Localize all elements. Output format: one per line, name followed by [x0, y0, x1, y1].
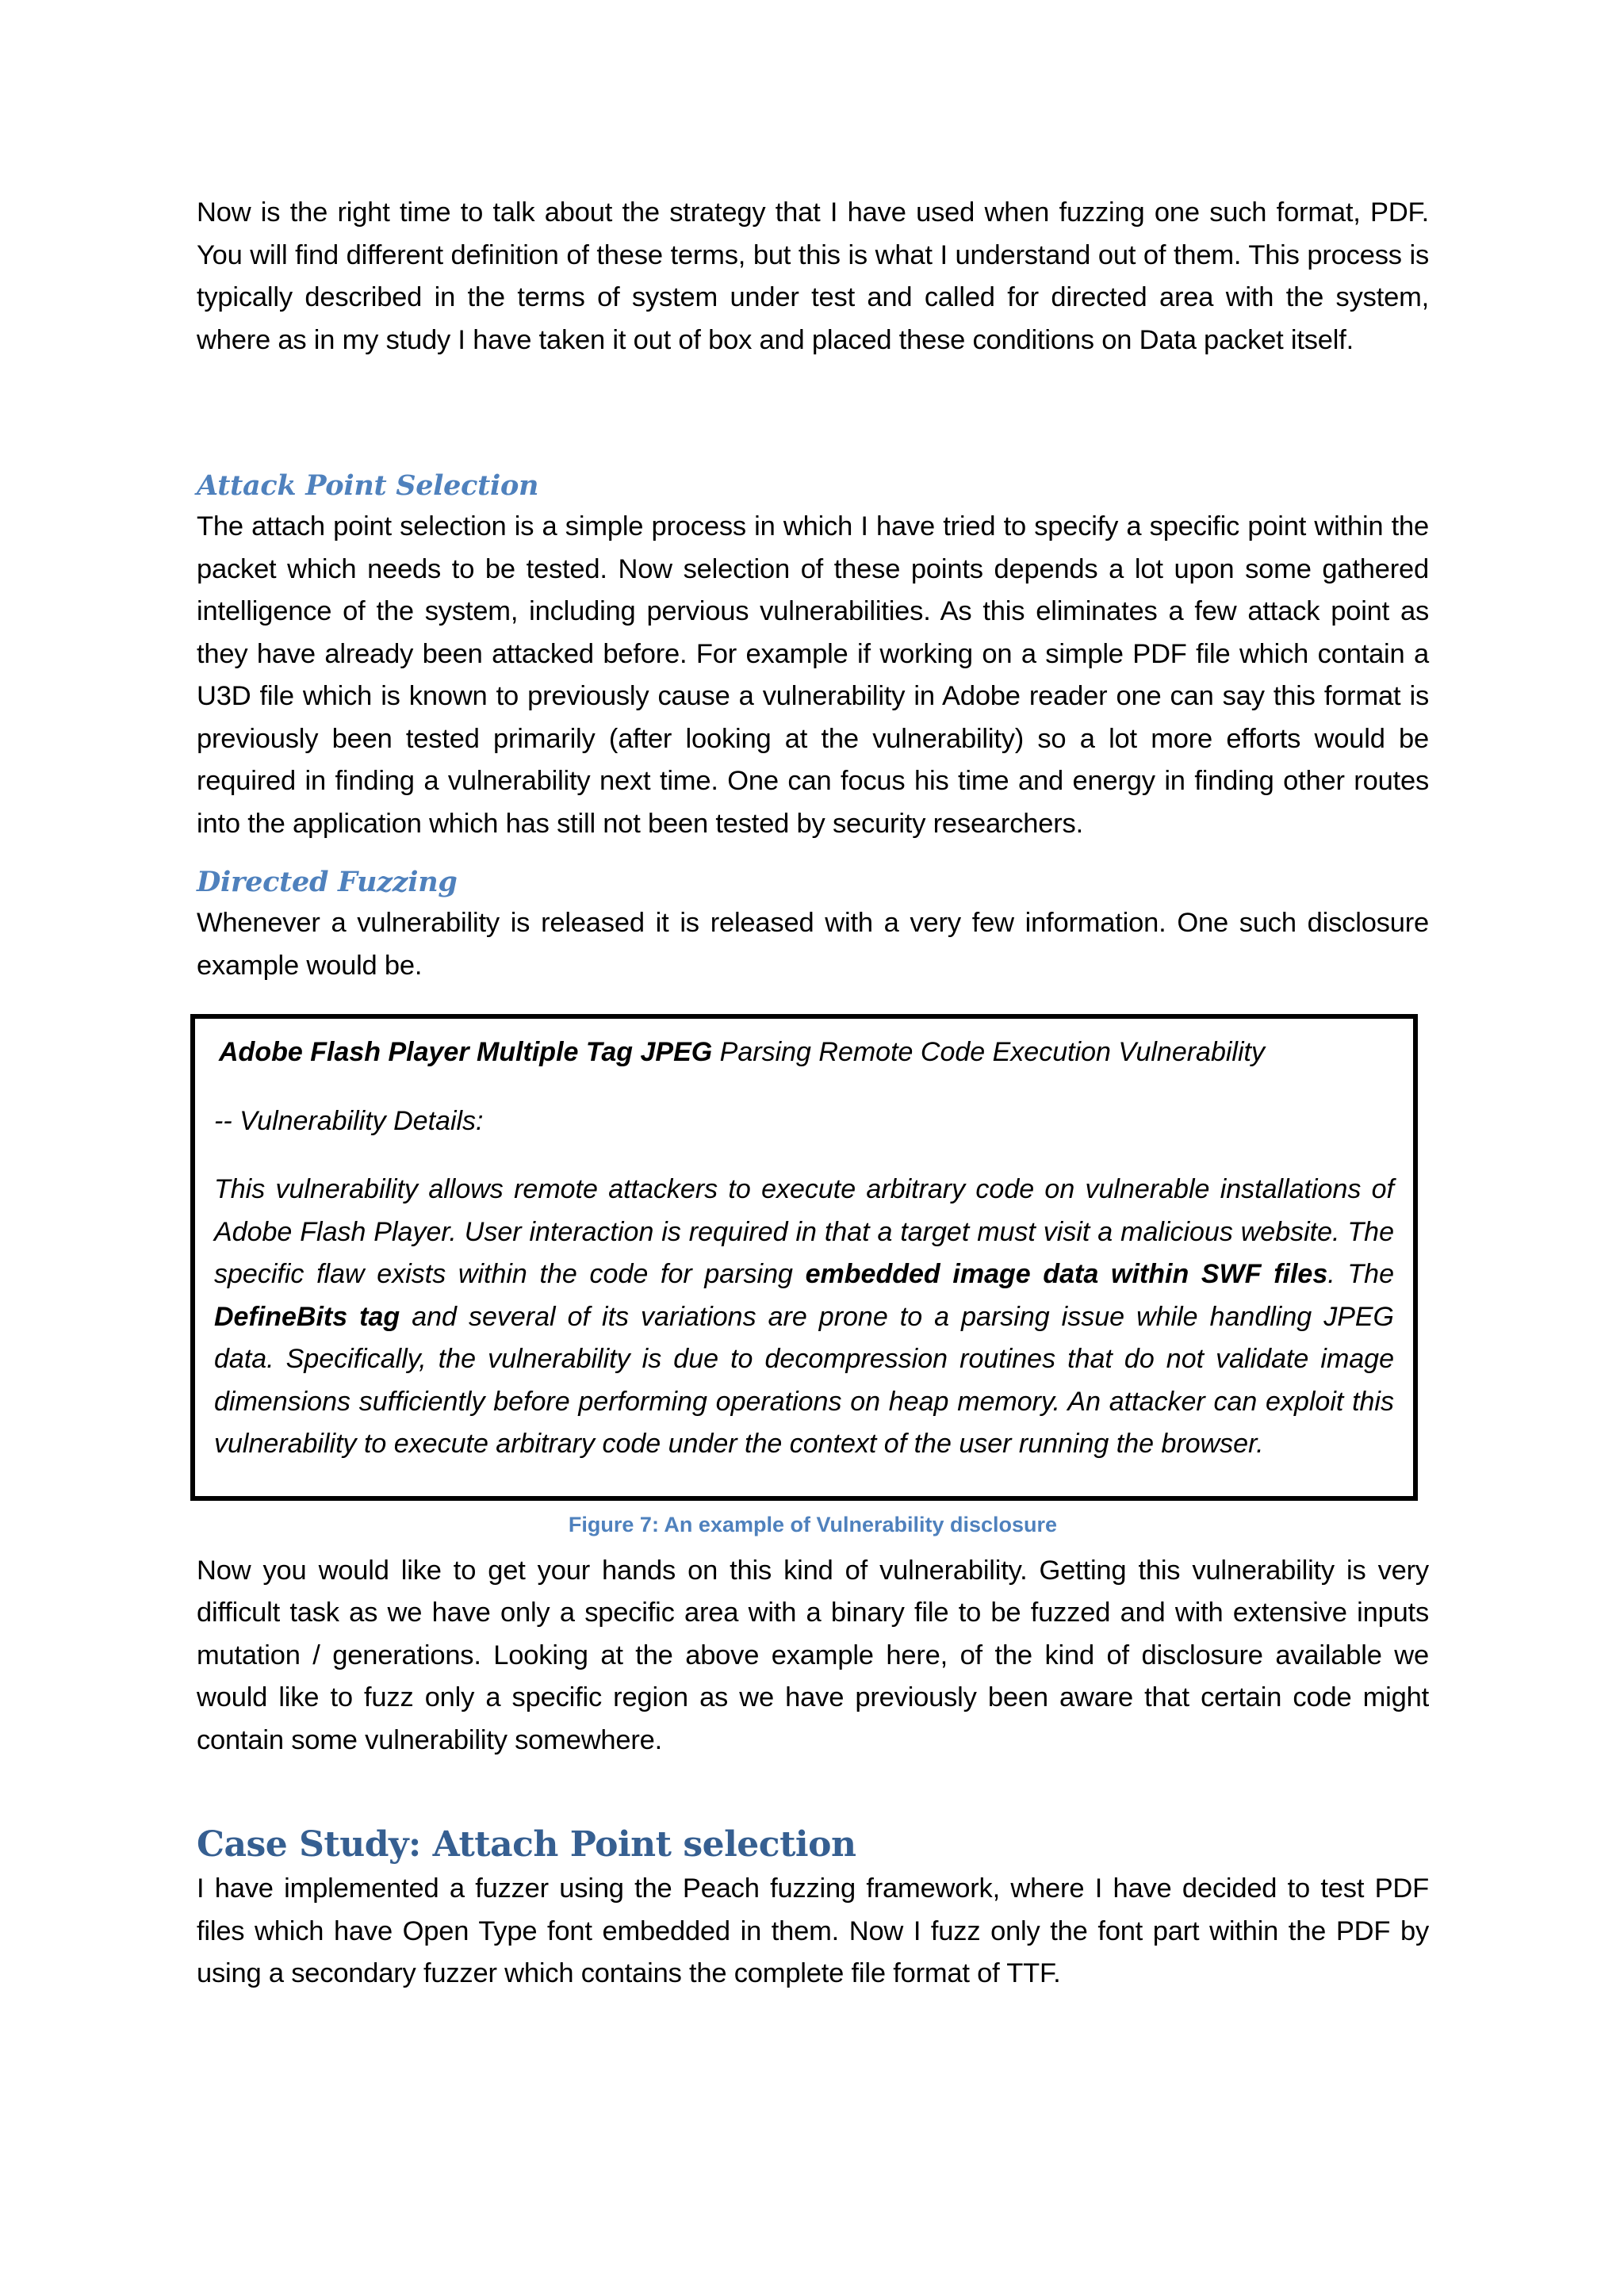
advisory-details-label: -- Vulnerability Details:: [214, 1105, 484, 1136]
spacer: [197, 845, 1429, 864]
advisory-body-bold: embedded image data within SWF files: [805, 1259, 1328, 1289]
advisory-title: [219, 1031, 1394, 1074]
figure-caption: Figure 7: An example of Vulnerability disclosure: [568, 1512, 1058, 1536]
advisory-title-rest: Parsing Remote Code Execution Vulnerability: [712, 1037, 1265, 1067]
spacer: [197, 1762, 1429, 1822]
advisory-title-bold: Adobe Flash Player Multiple Tag JPEG: [219, 1037, 713, 1067]
after-figure-paragraph: Now you would like to get your hands on this kind of vulnerability. Getting this vulnerability is very difficult task as we have only a specific area with a binary file to be fuzzed and with extensive inputs mutation / generations. Looking at the above example here, of the kind of disclosure available we would like to fuzz only a specific region as we have previously been aware that certain code might contain some vulnerability somewhere.: [197, 1555, 1429, 1755]
page-content: [197, 192, 1429, 1996]
advisory-body: [214, 1169, 1394, 1466]
directed-fuzzing-paragraph: Whenever a vulnerability is released it is released with a very few information. One such disclosure example would be.: [197, 908, 1429, 981]
attack-point-paragraph: The attach point selection is a simple process in which I have tried to specify a specific point within the packet which needs to be tested. Now selection of these points depends a lot upon some gathered intelligence of the system, including pervious vulnerabilities. As this eliminates a few attack point as they have already been attacked before. For example if working on a simple PDF file which contain a U3D file which is known to previously cause a vulnerability in Adobe reader one can say this format is previously been tested primarily (after looking at the vulnerability) so a lot more efforts would be required in finding a vulnerability next time. One can focus his time and energy in finding other routes into the application which has still not been tested by security researchers.: [197, 511, 1429, 839]
advisory-body-bold: DefineBits tag: [214, 1301, 400, 1332]
case-study-heading: Case Study: Attach Point selection: [197, 1824, 856, 1865]
directed-fuzzing-heading: Directed Fuzzing: [197, 866, 458, 898]
intro-paragraph: Now is the right time to talk about the strategy that I have used when fuzzing one such format, PDF. You will find different definition of these terms, but this is what I understand out of them. This process is typically described in the terms of system under test and called for directed area with the system, where as in my study I have taken it out of box and placed these conditions on Data packet itself.: [197, 197, 1429, 355]
vulnerability-advisory-box: [190, 1014, 1418, 1501]
attack-point-heading: Attack Point Selection: [197, 469, 539, 502]
advisory-body-text: and several of its variations are prone to a parsing issue while handling JPEG data. Specifically, the vulnerability is due to decompression routines that do not validate image dimensions sufficiently before performing operations on heap memory. An attacker can exploit this vulnerability to execute arbitrary code under the context of the user running the browser.: [214, 1301, 1394, 1459]
advisory-body-text: . The: [1327, 1259, 1394, 1289]
case-study-paragraph: I have implemented a fuzzer using the Peach fuzzing framework, where I have decided to test PDF files which have Open Type font embedded in them. Now I fuzz only the font part within the PDF by using a secondary fuzzer which contains the complete file format of TTF.: [197, 1873, 1429, 1988]
spacer: [197, 362, 1429, 468]
advisory-body-text: This vulnerability allows remote attackers to execute arbitrary code on vulnerable installations of Adobe Flash Player. User interaction is required in that a target must visit a malicious website. The specific flaw exists within the code for parsing: [214, 1174, 1394, 1289]
